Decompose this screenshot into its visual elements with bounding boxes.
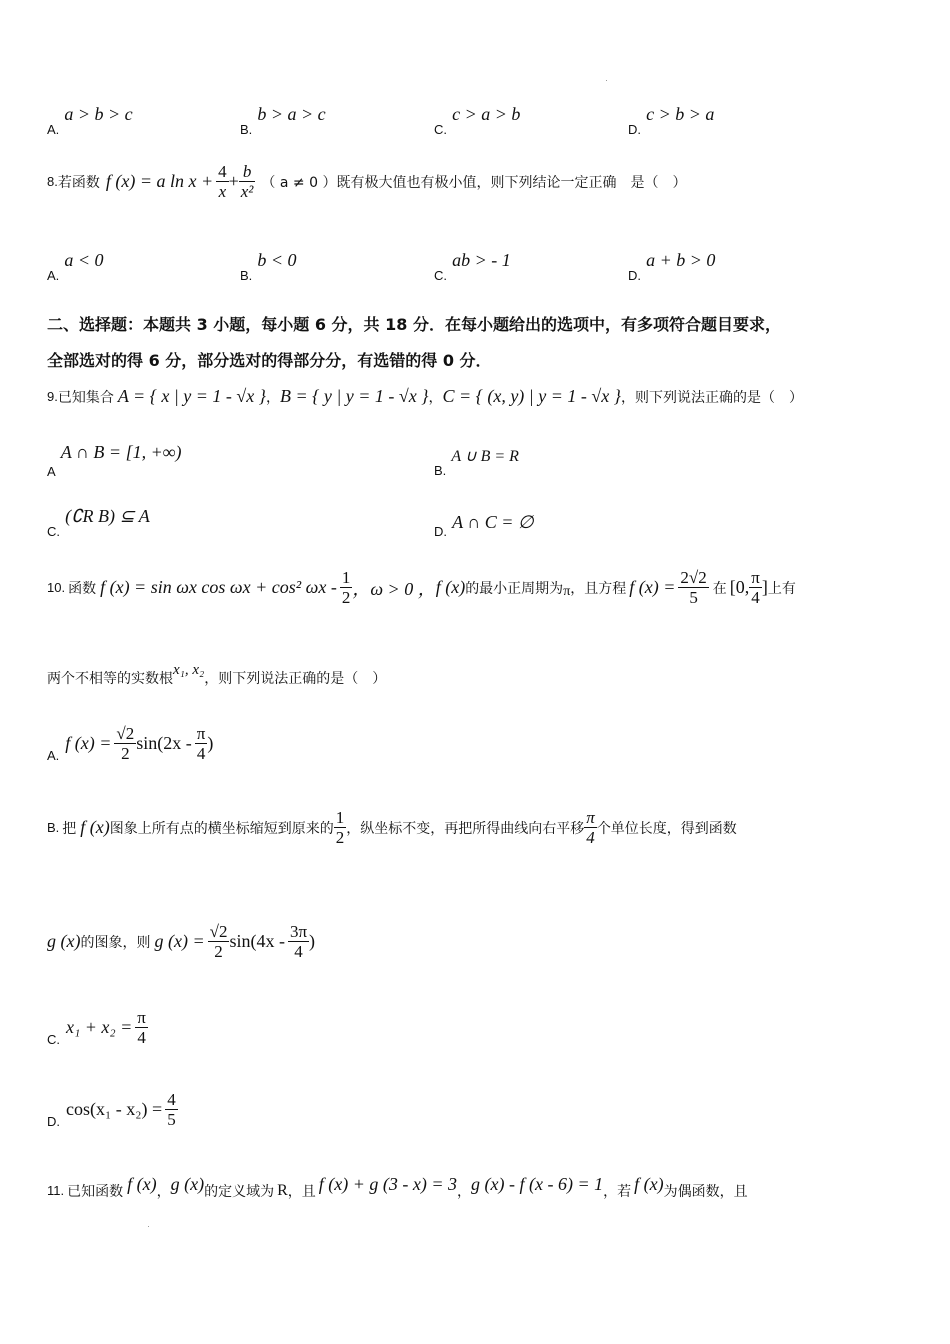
- fraction: $\frac{√2}{2}$: [116, 724, 135, 763]
- option-label: C.: [434, 122, 447, 137]
- option-expr: ab > - 1: [452, 250, 511, 270]
- function-def: f (x) = sin ωx cos ωx + cos² ωx -: [100, 577, 337, 597]
- option-expr: sin(2x -: [136, 733, 192, 753]
- function-ref: f (x): [435, 577, 466, 597]
- interval-end: ]: [761, 577, 768, 597]
- question-number: 11.: [47, 1183, 65, 1198]
- option-text: ，纵坐标不变，再把所得曲线向右平移: [346, 820, 585, 837]
- question-number: 8.: [47, 174, 58, 189]
- fraction: $\frac{b}{\text{x²}}$: [240, 162, 254, 201]
- question-number: 9.: [47, 389, 58, 404]
- question-text: 若函数: [57, 174, 100, 191]
- question-text: ，且方程: [570, 580, 627, 597]
- fraction: $\frac{\pi}{4}$: [586, 808, 595, 847]
- option-expr: c > b > a: [646, 104, 715, 124]
- fraction: $\frac{\pi}{4}$: [196, 724, 206, 763]
- q11-stem: [47, 1174, 748, 1201]
- question-text: 已知集合: [57, 389, 114, 406]
- option-expr: b < 0: [257, 250, 297, 270]
- option-label: A.: [47, 268, 60, 283]
- option-expr: f (x) =: [65, 733, 112, 753]
- real-set: R: [277, 1181, 288, 1199]
- fraction: $\frac{1}{2}$: [335, 808, 345, 847]
- function-ref: f (x): [127, 1174, 157, 1194]
- q10-stem: [47, 568, 796, 607]
- roots: x₁, x₂: [173, 661, 205, 678]
- option-expr: a < 0: [64, 250, 104, 270]
- q9-option-c[interactable]: [47, 506, 150, 539]
- option-text: 图象上所有点的横坐标缩短到原来的: [109, 820, 334, 837]
- option-label: D.: [47, 1114, 60, 1129]
- q10-option-c[interactable]: [47, 1008, 148, 1047]
- fraction: $\frac{4}{5}$: [167, 1090, 176, 1129]
- option-expr: A ∩ C = ∅: [452, 512, 534, 532]
- q9-stem: [47, 386, 803, 407]
- q8-option-a[interactable]: [47, 250, 104, 283]
- option-text: 把: [62, 820, 77, 837]
- q9-option-b[interactable]: [434, 446, 519, 478]
- option-expr: a + b > 0: [646, 250, 716, 270]
- plus-sign: +: [228, 171, 239, 191]
- question-text: 已知函数: [67, 1183, 124, 1200]
- fraction: $\frac{4}{x}$: [218, 162, 227, 201]
- option-expr: A ∩ B = [1, +∞): [60, 442, 182, 462]
- interval: [0,: [729, 577, 750, 597]
- option-label: A: [47, 464, 56, 479]
- fraction: $\frac{√2}{2}$: [209, 922, 228, 961]
- option-expr: c > a > b: [452, 104, 521, 124]
- option-label: D.: [628, 268, 641, 283]
- option-expr: A ∪ B = R: [451, 448, 519, 465]
- option-expr: a > b > c: [64, 104, 133, 124]
- separator: ，: [428, 389, 443, 406]
- q10-option-a[interactable]: [47, 724, 213, 763]
- function-ref: g (x): [170, 1174, 205, 1194]
- fraction: $\frac{\pi}{4}$: [751, 568, 760, 607]
- q9-option-a[interactable]: [47, 442, 182, 479]
- question-text: 两个不相等的实数根: [47, 671, 173, 687]
- fraction: $\frac{1}{2}$: [341, 568, 351, 607]
- question-text: ，若: [603, 1183, 632, 1200]
- function-ref: f (x): [80, 817, 110, 837]
- fraction: $\frac{2√2}{5}$: [680, 568, 707, 607]
- question-text: 的定义域为: [204, 1183, 275, 1200]
- option-expr: x₁ + x₂ =: [66, 1017, 133, 1037]
- function-ref: g (x): [47, 931, 81, 951]
- pi-value: π: [563, 583, 571, 599]
- option-expr: ): [207, 733, 214, 753]
- option-expr: cos(x₁ - x₂) =: [66, 1099, 163, 1119]
- question-text: 在: [712, 580, 727, 597]
- q8-option-b[interactable]: [240, 250, 297, 283]
- option-label: D.: [434, 524, 447, 539]
- q7-option-a[interactable]: [47, 104, 133, 137]
- option-expr: (∁R B) ⊆ A: [65, 506, 150, 526]
- q9-option-d[interactable]: [434, 512, 534, 539]
- option-expr: sin(4x -: [229, 931, 285, 951]
- q10-stem-cont: [47, 661, 387, 688]
- set-b: B = { y | y = 1 - √x }: [280, 386, 429, 406]
- separator: ，: [266, 389, 280, 406]
- q8-option-c[interactable]: [434, 250, 511, 283]
- q10-option-b[interactable]: [47, 808, 737, 847]
- question-text: 为偶函数，且: [663, 1183, 748, 1200]
- equation: g (x) - f (x - 6) = 1: [471, 1174, 604, 1194]
- question-text: （ a ≠ 0 ）既有极大值也有极小值，则下列结论一定正确 是（ ）: [261, 174, 687, 191]
- question-text: ，则下列说法正确的是（ ）: [620, 389, 803, 406]
- option-label: C.: [47, 1032, 60, 1047]
- section-heading-cont: 全部选对的得 6 分，部分选对的得部分分，有选错的得 0 分．: [47, 351, 492, 370]
- q10-option-b-cont: [47, 922, 315, 961]
- q7-option-d[interactable]: [628, 104, 715, 137]
- option-label: D.: [628, 122, 641, 137]
- omega-condition: ，ω > 0 ，: [352, 578, 436, 599]
- question-text: 函数: [68, 580, 97, 597]
- option-label: B.: [47, 820, 60, 835]
- option-expr: g (x) =: [154, 931, 205, 951]
- option-expr: ): [309, 931, 316, 951]
- set-a: A = { x | y = 1 - √x }: [117, 386, 266, 406]
- q8-option-d[interactable]: [628, 250, 716, 283]
- q7-option-c[interactable]: [434, 104, 521, 137]
- option-label: C.: [434, 268, 447, 283]
- question-text: ，则下列说法正确的是（ ）: [204, 671, 387, 687]
- q8-stem: [47, 162, 686, 201]
- option-label: B.: [434, 463, 447, 478]
- separator: ，: [156, 1183, 171, 1200]
- option-label: A.: [47, 748, 60, 763]
- function-def: f (x) = a ln x +: [105, 171, 214, 191]
- q10-option-d[interactable]: [47, 1090, 178, 1129]
- set-c: C = { (x, y) | y = 1 - √x }: [442, 386, 621, 406]
- separator: ，: [457, 1183, 471, 1200]
- option-text: 个单位长度，得到函数: [596, 820, 737, 837]
- equation: f (x) + g (3 - x) = 3: [318, 1174, 457, 1194]
- section-heading: 二、选择题：本题共 3 小题，每小题 6 分，共 18 分．在每小题给出的选项中，有多项符合题目要求，: [47, 315, 781, 334]
- option-expr: b > a > c: [257, 104, 326, 124]
- option-label: B.: [240, 268, 253, 283]
- equation-lhs: f (x) =: [629, 577, 676, 597]
- option-text: 的图象，则: [80, 934, 151, 951]
- option-label: B.: [240, 122, 253, 137]
- question-number: 10.: [47, 580, 66, 595]
- fraction: $\frac{\pi}{4}$: [137, 1008, 146, 1047]
- question-text: 的最小正周期为: [465, 580, 564, 597]
- option-label: C.: [47, 524, 60, 539]
- question-text: 上有: [767, 580, 796, 597]
- function-ref: f (x): [634, 1174, 664, 1194]
- option-label: A.: [47, 122, 60, 137]
- question-text: ，且: [287, 1183, 316, 1200]
- q7-option-b[interactable]: [240, 104, 326, 137]
- fraction: $\frac{3\pi}{4}$: [289, 922, 308, 961]
